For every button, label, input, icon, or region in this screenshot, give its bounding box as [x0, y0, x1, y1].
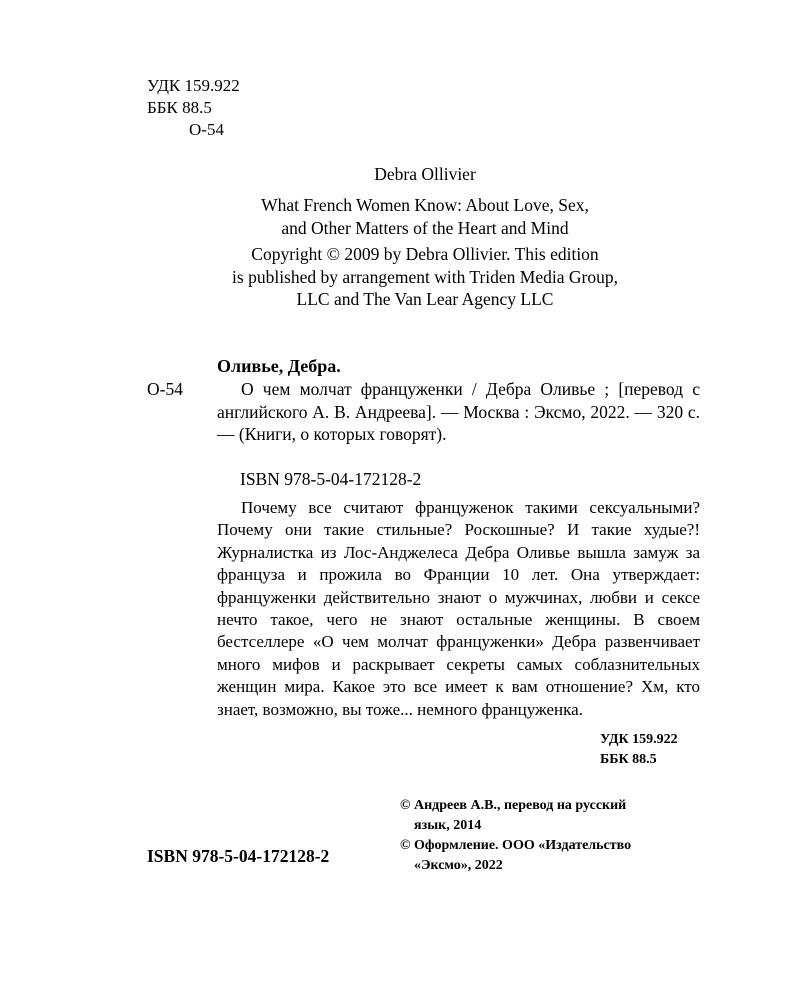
translation-copyright-line-2: язык, 2014: [414, 818, 482, 833]
annotation-udk: УДК 159.922: [600, 732, 678, 747]
classification-codes: [147, 75, 240, 141]
original-author: Debra Ollivier: [374, 164, 476, 184]
udk-code: УДК 159.922: [147, 76, 240, 95]
annotation-codes: [600, 730, 678, 770]
original-title-line-1: What French Women Know: About Love, Sex,: [261, 195, 589, 215]
copyright-line-3: LLC and The Van Lear Agency LLC: [296, 289, 554, 309]
footer-isbn: ISBN 978-5-04-172128-2: [147, 846, 330, 866]
design-copyright-line-2: «Эксмо», 2022: [414, 858, 503, 873]
catalog-isbn: ISBN 978-5-04-172128-2: [240, 469, 422, 489]
original-edition: [150, 163, 700, 240]
catalog-author-heading: Оливье, Дебра.: [217, 356, 341, 376]
catalog-description: О чем молчат француженки / Дебра Оливье ; [перевод с английского А. В. Андреева]. — Москва : Эксмо, 2022. — 320 с. — (Книги, о которых говорят).: [217, 379, 700, 444]
copyright-line-2: is published by arrangement with Triden Media Group,: [232, 266, 618, 287]
copyright-russian: [400, 796, 700, 876]
copyright-line-1: Copyright © 2009 by Debra Ollivier. This edition: [251, 244, 599, 264]
design-copyright-line-1: © Оформление. ООО «Издательство: [400, 838, 632, 853]
bbk-code: ББК 88.5: [147, 98, 212, 117]
author-mark: О-54: [189, 120, 224, 139]
copyright-english: [150, 243, 700, 311]
annotation-bbk: ББК 88.5: [600, 752, 657, 767]
original-title-line-2: and Other Matters of the Heart and Mind: [281, 218, 569, 238]
annotation-text: Почему все считают француженок такими сексуальными? Почему они такие стильные? Роскошные? И такие худые?! Журналистка из Лос-Анджелеса Дебра Оливье вышла замуж за француза и прожила во Франции 10 лет. Она утверждает: француженки действительно знают о мужчинах, любви и сексе нечто такое, чего не знают остальные женщины. В своем бестселлере «О чем молчат француженки» Дебра развенчивает много мифов и раскрывает секреты самых соблазнительных женщин мира. Какое это все имеет к вам отношение? Хм, кто знает, возможно, вы тоже... немного француженка.: [217, 498, 700, 719]
translation-copyright-line-1: © Андреев А.В., перевод на русский: [400, 798, 627, 813]
catalog-author-mark: О-54: [147, 379, 183, 399]
